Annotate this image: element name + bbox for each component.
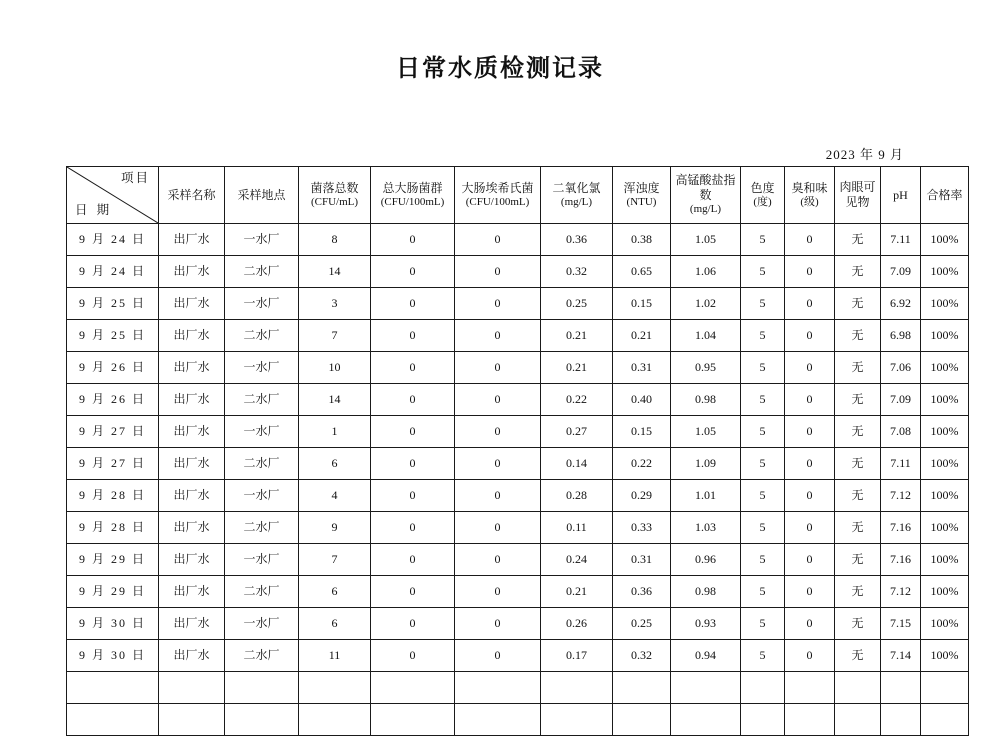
cell-chlorine-dioxide: 0.28: [541, 480, 613, 512]
cell-bacteria-count: 6: [299, 448, 371, 480]
page-title: 日常水质检测记录: [396, 56, 604, 82]
cell-odor: 0: [785, 320, 835, 352]
cell-chlorine-dioxide: 0.26: [541, 608, 613, 640]
cell-total-coliform: 0: [371, 608, 455, 640]
cell-sample-name: 出厂水: [159, 352, 225, 384]
cell-pass-rate: [921, 672, 969, 704]
cell-total-coliform: 0: [371, 256, 455, 288]
table-header-row: [67, 167, 969, 224]
cell-total-coliform: 0: [371, 480, 455, 512]
cell-sample-name: 出厂水: [159, 640, 225, 672]
cell-sample-name: 出厂水: [159, 416, 225, 448]
cell-pass-rate: 100%: [921, 512, 969, 544]
cell-chroma: 5: [741, 544, 785, 576]
cell-permanganate-index: 0.94: [671, 640, 741, 672]
cell-permanganate-index: 0.98: [671, 384, 741, 416]
header-corner-cell: [67, 167, 159, 224]
cell-permanganate-index: [671, 704, 741, 736]
cell-chroma: 5: [741, 608, 785, 640]
cell-pass-rate: [921, 704, 969, 736]
cell-chlorine-dioxide: [541, 672, 613, 704]
cell-ph: 7.09: [881, 384, 921, 416]
table-row: [67, 256, 969, 288]
cell-bacteria-count: 10: [299, 352, 371, 384]
cell-ph: 7.14: [881, 640, 921, 672]
cell-ecoli: 0: [455, 544, 541, 576]
cell-ph: 7.11: [881, 224, 921, 256]
cell-ecoli: 0: [455, 480, 541, 512]
header-visible-matter: [835, 167, 881, 224]
cell-date: 9 月 24 日: [67, 256, 159, 288]
cell-chroma: 5: [741, 640, 785, 672]
cell-ecoli: 0: [455, 448, 541, 480]
cell-permanganate-index: 1.05: [671, 224, 741, 256]
cell-sample-name: 出厂水: [159, 576, 225, 608]
cell-ecoli: 0: [455, 320, 541, 352]
header-date-label: 日 期: [75, 203, 113, 218]
cell-date: 9 月 30 日: [67, 608, 159, 640]
report-period: 2023 年 9 月: [825, 147, 904, 162]
cell-sample-place: 一水厂: [225, 608, 299, 640]
cell-chlorine-dioxide: 0.24: [541, 544, 613, 576]
cell-turbidity: [613, 704, 671, 736]
cell-sample-name: 出厂水: [159, 544, 225, 576]
header-pass-rate: [921, 167, 969, 224]
cell-turbidity: 0.65: [613, 256, 671, 288]
header-chroma-unit: (度): [753, 195, 772, 208]
cell-permanganate-index: 0.93: [671, 608, 741, 640]
water-quality-table-wrapper: [66, 166, 963, 736]
cell-chlorine-dioxide: 0.27: [541, 416, 613, 448]
cell-sample-name: 出厂水: [159, 256, 225, 288]
cell-permanganate-index: 1.05: [671, 416, 741, 448]
cell-bacteria-count: [299, 672, 371, 704]
cell-turbidity: 0.31: [613, 544, 671, 576]
cell-total-coliform: 0: [371, 544, 455, 576]
cell-total-coliform: 0: [371, 320, 455, 352]
cell-pass-rate: 100%: [921, 256, 969, 288]
cell-odor: 0: [785, 512, 835, 544]
cell-odor: 0: [785, 416, 835, 448]
cell-chlorine-dioxide: 0.14: [541, 448, 613, 480]
cell-sample-place: [225, 704, 299, 736]
cell-sample-name: [159, 704, 225, 736]
cell-turbidity: 0.33: [613, 512, 671, 544]
cell-total-coliform: 0: [371, 576, 455, 608]
table-row: [67, 576, 969, 608]
cell-chlorine-dioxide: 0.21: [541, 352, 613, 384]
cell-ecoli: 0: [455, 416, 541, 448]
cell-total-coliform: 0: [371, 384, 455, 416]
cell-pass-rate: 100%: [921, 640, 969, 672]
cell-chroma: 5: [741, 416, 785, 448]
header-sample-place: [225, 167, 299, 224]
cell-total-coliform: 0: [371, 512, 455, 544]
cell-pass-rate: 100%: [921, 416, 969, 448]
cell-visible-matter: 无: [835, 224, 881, 256]
cell-permanganate-index: [671, 672, 741, 704]
cell-ecoli: 0: [455, 512, 541, 544]
cell-chlorine-dioxide: 0.32: [541, 256, 613, 288]
table-row: [67, 544, 969, 576]
cell-pass-rate: 100%: [921, 576, 969, 608]
cell-chroma: [741, 704, 785, 736]
table-row: [67, 416, 969, 448]
header-chlorine-dioxide: [541, 167, 613, 224]
cell-chroma: [741, 672, 785, 704]
cell-pass-rate: 100%: [921, 352, 969, 384]
cell-visible-matter: [835, 672, 881, 704]
cell-ph: 7.11: [881, 448, 921, 480]
cell-sample-place: 二水厂: [225, 256, 299, 288]
cell-ph: 7.12: [881, 576, 921, 608]
cell-sample-place: 一水厂: [225, 224, 299, 256]
cell-pass-rate: 100%: [921, 288, 969, 320]
header-chlorine-dioxide-text: 二氧化氯: [552, 180, 601, 195]
cell-pass-rate: 100%: [921, 320, 969, 352]
cell-ecoli: 0: [455, 640, 541, 672]
cell-pass-rate: 100%: [921, 448, 969, 480]
document-page: [0, 48, 1000, 724]
cell-chroma: 5: [741, 288, 785, 320]
cell-ecoli: 0: [455, 384, 541, 416]
cell-turbidity: 0.15: [613, 416, 671, 448]
cell-bacteria-count: 4: [299, 480, 371, 512]
cell-sample-place: 一水厂: [225, 288, 299, 320]
cell-total-coliform: 0: [371, 448, 455, 480]
cell-date: 9 月 27 日: [67, 416, 159, 448]
cell-pass-rate: 100%: [921, 544, 969, 576]
table-row: [67, 448, 969, 480]
cell-odor: 0: [785, 576, 835, 608]
cell-date: 9 月 26 日: [67, 384, 159, 416]
table-row: [67, 608, 969, 640]
cell-odor: 0: [785, 288, 835, 320]
cell-chlorine-dioxide: 0.25: [541, 288, 613, 320]
cell-date: 9 月 24 日: [67, 224, 159, 256]
table-row-empty: [67, 704, 969, 736]
cell-turbidity: 0.15: [613, 288, 671, 320]
cell-date: 9 月 25 日: [67, 288, 159, 320]
cell-sample-place: 一水厂: [225, 544, 299, 576]
cell-odor: 0: [785, 640, 835, 672]
header-turbidity-unit: (NTU): [626, 195, 657, 208]
cell-chroma: 5: [741, 352, 785, 384]
header-chroma: [741, 167, 785, 224]
header-total-coliform-text: 总大肠菌群: [382, 180, 443, 195]
cell-ph: [881, 704, 921, 736]
header-ecoli-text: 大肠埃希氏菌: [461, 180, 534, 195]
cell-odor: 0: [785, 448, 835, 480]
cell-ph: 6.92: [881, 288, 921, 320]
header-total-coliform-unit: (CFU/100mL): [380, 195, 445, 208]
cell-sample-place: 二水厂: [225, 576, 299, 608]
cell-chlorine-dioxide: 0.36: [541, 224, 613, 256]
header-turbidity-text: 浑浊度: [623, 180, 660, 195]
cell-date: 9 月 28 日: [67, 480, 159, 512]
header-odor-text: 臭和味: [791, 180, 828, 195]
header-visible-matter-text: 肉眼可见物: [839, 180, 876, 209]
cell-odor: 0: [785, 224, 835, 256]
table-row: [67, 224, 969, 256]
table-body: [67, 224, 969, 736]
cell-chroma: 5: [741, 384, 785, 416]
cell-visible-matter: 无: [835, 384, 881, 416]
cell-turbidity: 0.38: [613, 224, 671, 256]
cell-date: 9 月 27 日: [67, 448, 159, 480]
cell-turbidity: 0.22: [613, 448, 671, 480]
cell-date: 9 月 28 日: [67, 512, 159, 544]
cell-chlorine-dioxide: 0.21: [541, 576, 613, 608]
cell-sample-name: [159, 672, 225, 704]
cell-turbidity: 0.40: [613, 384, 671, 416]
cell-date: [67, 672, 159, 704]
cell-permanganate-index: 1.04: [671, 320, 741, 352]
cell-ecoli: 0: [455, 576, 541, 608]
cell-pass-rate: 100%: [921, 224, 969, 256]
cell-permanganate-index: 1.03: [671, 512, 741, 544]
table-row: [67, 640, 969, 672]
table-row: [67, 288, 969, 320]
header-bacteria-count-text: 菌落总数: [310, 180, 359, 195]
header-permanganate-index: [671, 167, 741, 224]
header-ecoli: [455, 167, 541, 224]
table-row: [67, 480, 969, 512]
cell-sample-name: 出厂水: [159, 384, 225, 416]
cell-date: 9 月 26 日: [67, 352, 159, 384]
cell-sample-place: 二水厂: [225, 512, 299, 544]
table-row: [67, 320, 969, 352]
cell-sample-place: 二水厂: [225, 640, 299, 672]
cell-permanganate-index: 0.98: [671, 576, 741, 608]
cell-bacteria-count: 7: [299, 544, 371, 576]
cell-chroma: 5: [741, 576, 785, 608]
cell-sample-name: 出厂水: [159, 320, 225, 352]
cell-odor: [785, 672, 835, 704]
cell-visible-matter: 无: [835, 512, 881, 544]
table-row: [67, 352, 969, 384]
cell-chlorine-dioxide: 0.21: [541, 320, 613, 352]
cell-odor: 0: [785, 480, 835, 512]
cell-odor: 0: [785, 256, 835, 288]
cell-visible-matter: 无: [835, 352, 881, 384]
cell-chlorine-dioxide: 0.17: [541, 640, 613, 672]
cell-visible-matter: 无: [835, 320, 881, 352]
table-row: [67, 512, 969, 544]
header-item-label: 项目: [120, 171, 150, 185]
cell-visible-matter: 无: [835, 448, 881, 480]
header-turbidity: [613, 167, 671, 224]
table-header: [67, 167, 969, 224]
cell-bacteria-count: 1: [299, 416, 371, 448]
cell-bacteria-count: [299, 704, 371, 736]
header-odor-unit: (级): [800, 195, 819, 208]
cell-odor: 0: [785, 544, 835, 576]
cell-sample-place: 一水厂: [225, 416, 299, 448]
cell-date: 9 月 25 日: [67, 320, 159, 352]
cell-visible-matter: 无: [835, 416, 881, 448]
cell-ph: 6.98: [881, 320, 921, 352]
table-row-empty: [67, 672, 969, 704]
cell-ecoli: 0: [455, 608, 541, 640]
cell-bacteria-count: 14: [299, 384, 371, 416]
cell-odor: 0: [785, 352, 835, 384]
header-chroma-text: 色度: [750, 180, 775, 195]
cell-odor: 0: [785, 608, 835, 640]
cell-permanganate-index: 1.06: [671, 256, 741, 288]
cell-chroma: 5: [741, 320, 785, 352]
cell-ecoli: 0: [455, 256, 541, 288]
header-odor: [785, 167, 835, 224]
cell-pass-rate: 100%: [921, 480, 969, 512]
cell-total-coliform: 0: [371, 416, 455, 448]
cell-permanganate-index: 0.95: [671, 352, 741, 384]
cell-visible-matter: 无: [835, 608, 881, 640]
cell-chroma: 5: [741, 224, 785, 256]
cell-total-coliform: 0: [371, 640, 455, 672]
cell-sample-place: 二水厂: [225, 448, 299, 480]
cell-visible-matter: 无: [835, 640, 881, 672]
cell-ecoli: 0: [455, 224, 541, 256]
cell-ph: 7.09: [881, 256, 921, 288]
cell-sample-place: 一水厂: [225, 352, 299, 384]
cell-chroma: 5: [741, 448, 785, 480]
cell-chlorine-dioxide: 0.11: [541, 512, 613, 544]
header-ph-text: pH: [893, 187, 908, 202]
cell-sample-place: 二水厂: [225, 320, 299, 352]
cell-total-coliform: 0: [371, 352, 455, 384]
cell-chroma: 5: [741, 256, 785, 288]
cell-bacteria-count: 6: [299, 576, 371, 608]
cell-sample-place: 一水厂: [225, 480, 299, 512]
cell-sample-name: 出厂水: [159, 224, 225, 256]
cell-odor: [785, 704, 835, 736]
cell-date: [67, 704, 159, 736]
cell-chroma: 5: [741, 480, 785, 512]
cell-sample-name: 出厂水: [159, 448, 225, 480]
cell-pass-rate: 100%: [921, 608, 969, 640]
cell-total-coliform: [371, 704, 455, 736]
cell-total-coliform: 0: [371, 288, 455, 320]
cell-bacteria-count: 11: [299, 640, 371, 672]
cell-permanganate-index: 1.09: [671, 448, 741, 480]
cell-date: 9 月 29 日: [67, 544, 159, 576]
cell-sample-place: 二水厂: [225, 384, 299, 416]
cell-bacteria-count: 8: [299, 224, 371, 256]
header-sample-name-text: 采样名称: [167, 187, 216, 202]
cell-visible-matter: 无: [835, 544, 881, 576]
cell-chlorine-dioxide: [541, 704, 613, 736]
cell-bacteria-count: 6: [299, 608, 371, 640]
cell-chroma: 5: [741, 512, 785, 544]
cell-turbidity: 0.21: [613, 320, 671, 352]
cell-visible-matter: 无: [835, 256, 881, 288]
cell-sample-name: 出厂水: [159, 608, 225, 640]
header-sample-name: [159, 167, 225, 224]
cell-ph: 7.06: [881, 352, 921, 384]
cell-ph: 7.15: [881, 608, 921, 640]
cell-total-coliform: [371, 672, 455, 704]
cell-ph: [881, 672, 921, 704]
cell-permanganate-index: 1.02: [671, 288, 741, 320]
water-quality-table: [66, 166, 969, 736]
cell-odor: 0: [785, 384, 835, 416]
cell-visible-matter: 无: [835, 576, 881, 608]
cell-date: 9 月 30 日: [67, 640, 159, 672]
cell-visible-matter: [835, 704, 881, 736]
cell-bacteria-count: 9: [299, 512, 371, 544]
header-chlorine-dioxide-unit: (mg/L): [560, 195, 593, 208]
header-total-coliform: [371, 167, 455, 224]
cell-sample-place: [225, 672, 299, 704]
cell-sample-name: 出厂水: [159, 288, 225, 320]
cell-bacteria-count: 7: [299, 320, 371, 352]
cell-turbidity: 0.32: [613, 640, 671, 672]
header-sample-place-text: 采样地点: [237, 187, 286, 202]
cell-ecoli: 0: [455, 288, 541, 320]
header-permanganate-index-text: 高锰酸盐指数: [675, 173, 736, 203]
header-bacteria-count: [299, 167, 371, 224]
cell-ecoli: [455, 704, 541, 736]
header-ecoli-unit: (CFU/100mL): [465, 195, 530, 208]
header-ph: [881, 167, 921, 224]
cell-ph: 7.16: [881, 544, 921, 576]
cell-date: 9 月 29 日: [67, 576, 159, 608]
cell-turbidity: [613, 672, 671, 704]
cell-visible-matter: 无: [835, 480, 881, 512]
cell-turbidity: 0.31: [613, 352, 671, 384]
cell-sample-name: 出厂水: [159, 512, 225, 544]
cell-ph: 7.16: [881, 512, 921, 544]
cell-pass-rate: 100%: [921, 384, 969, 416]
cell-chlorine-dioxide: 0.22: [541, 384, 613, 416]
cell-permanganate-index: 0.96: [671, 544, 741, 576]
cell-bacteria-count: 14: [299, 256, 371, 288]
cell-ph: 7.12: [881, 480, 921, 512]
cell-bacteria-count: 3: [299, 288, 371, 320]
cell-visible-matter: 无: [835, 288, 881, 320]
header-pass-rate-text: 合格率: [926, 187, 963, 202]
cell-turbidity: 0.29: [613, 480, 671, 512]
cell-permanganate-index: 1.01: [671, 480, 741, 512]
cell-ph: 7.08: [881, 416, 921, 448]
header-permanganate-index-unit: (mg/L): [689, 203, 722, 216]
cell-ecoli: [455, 672, 541, 704]
cell-turbidity: 0.25: [613, 608, 671, 640]
cell-ecoli: 0: [455, 352, 541, 384]
cell-turbidity: 0.36: [613, 576, 671, 608]
cell-sample-name: 出厂水: [159, 480, 225, 512]
cell-total-coliform: 0: [371, 224, 455, 256]
table-row: [67, 384, 969, 416]
header-bacteria-count-unit: (CFU/mL): [310, 195, 359, 208]
